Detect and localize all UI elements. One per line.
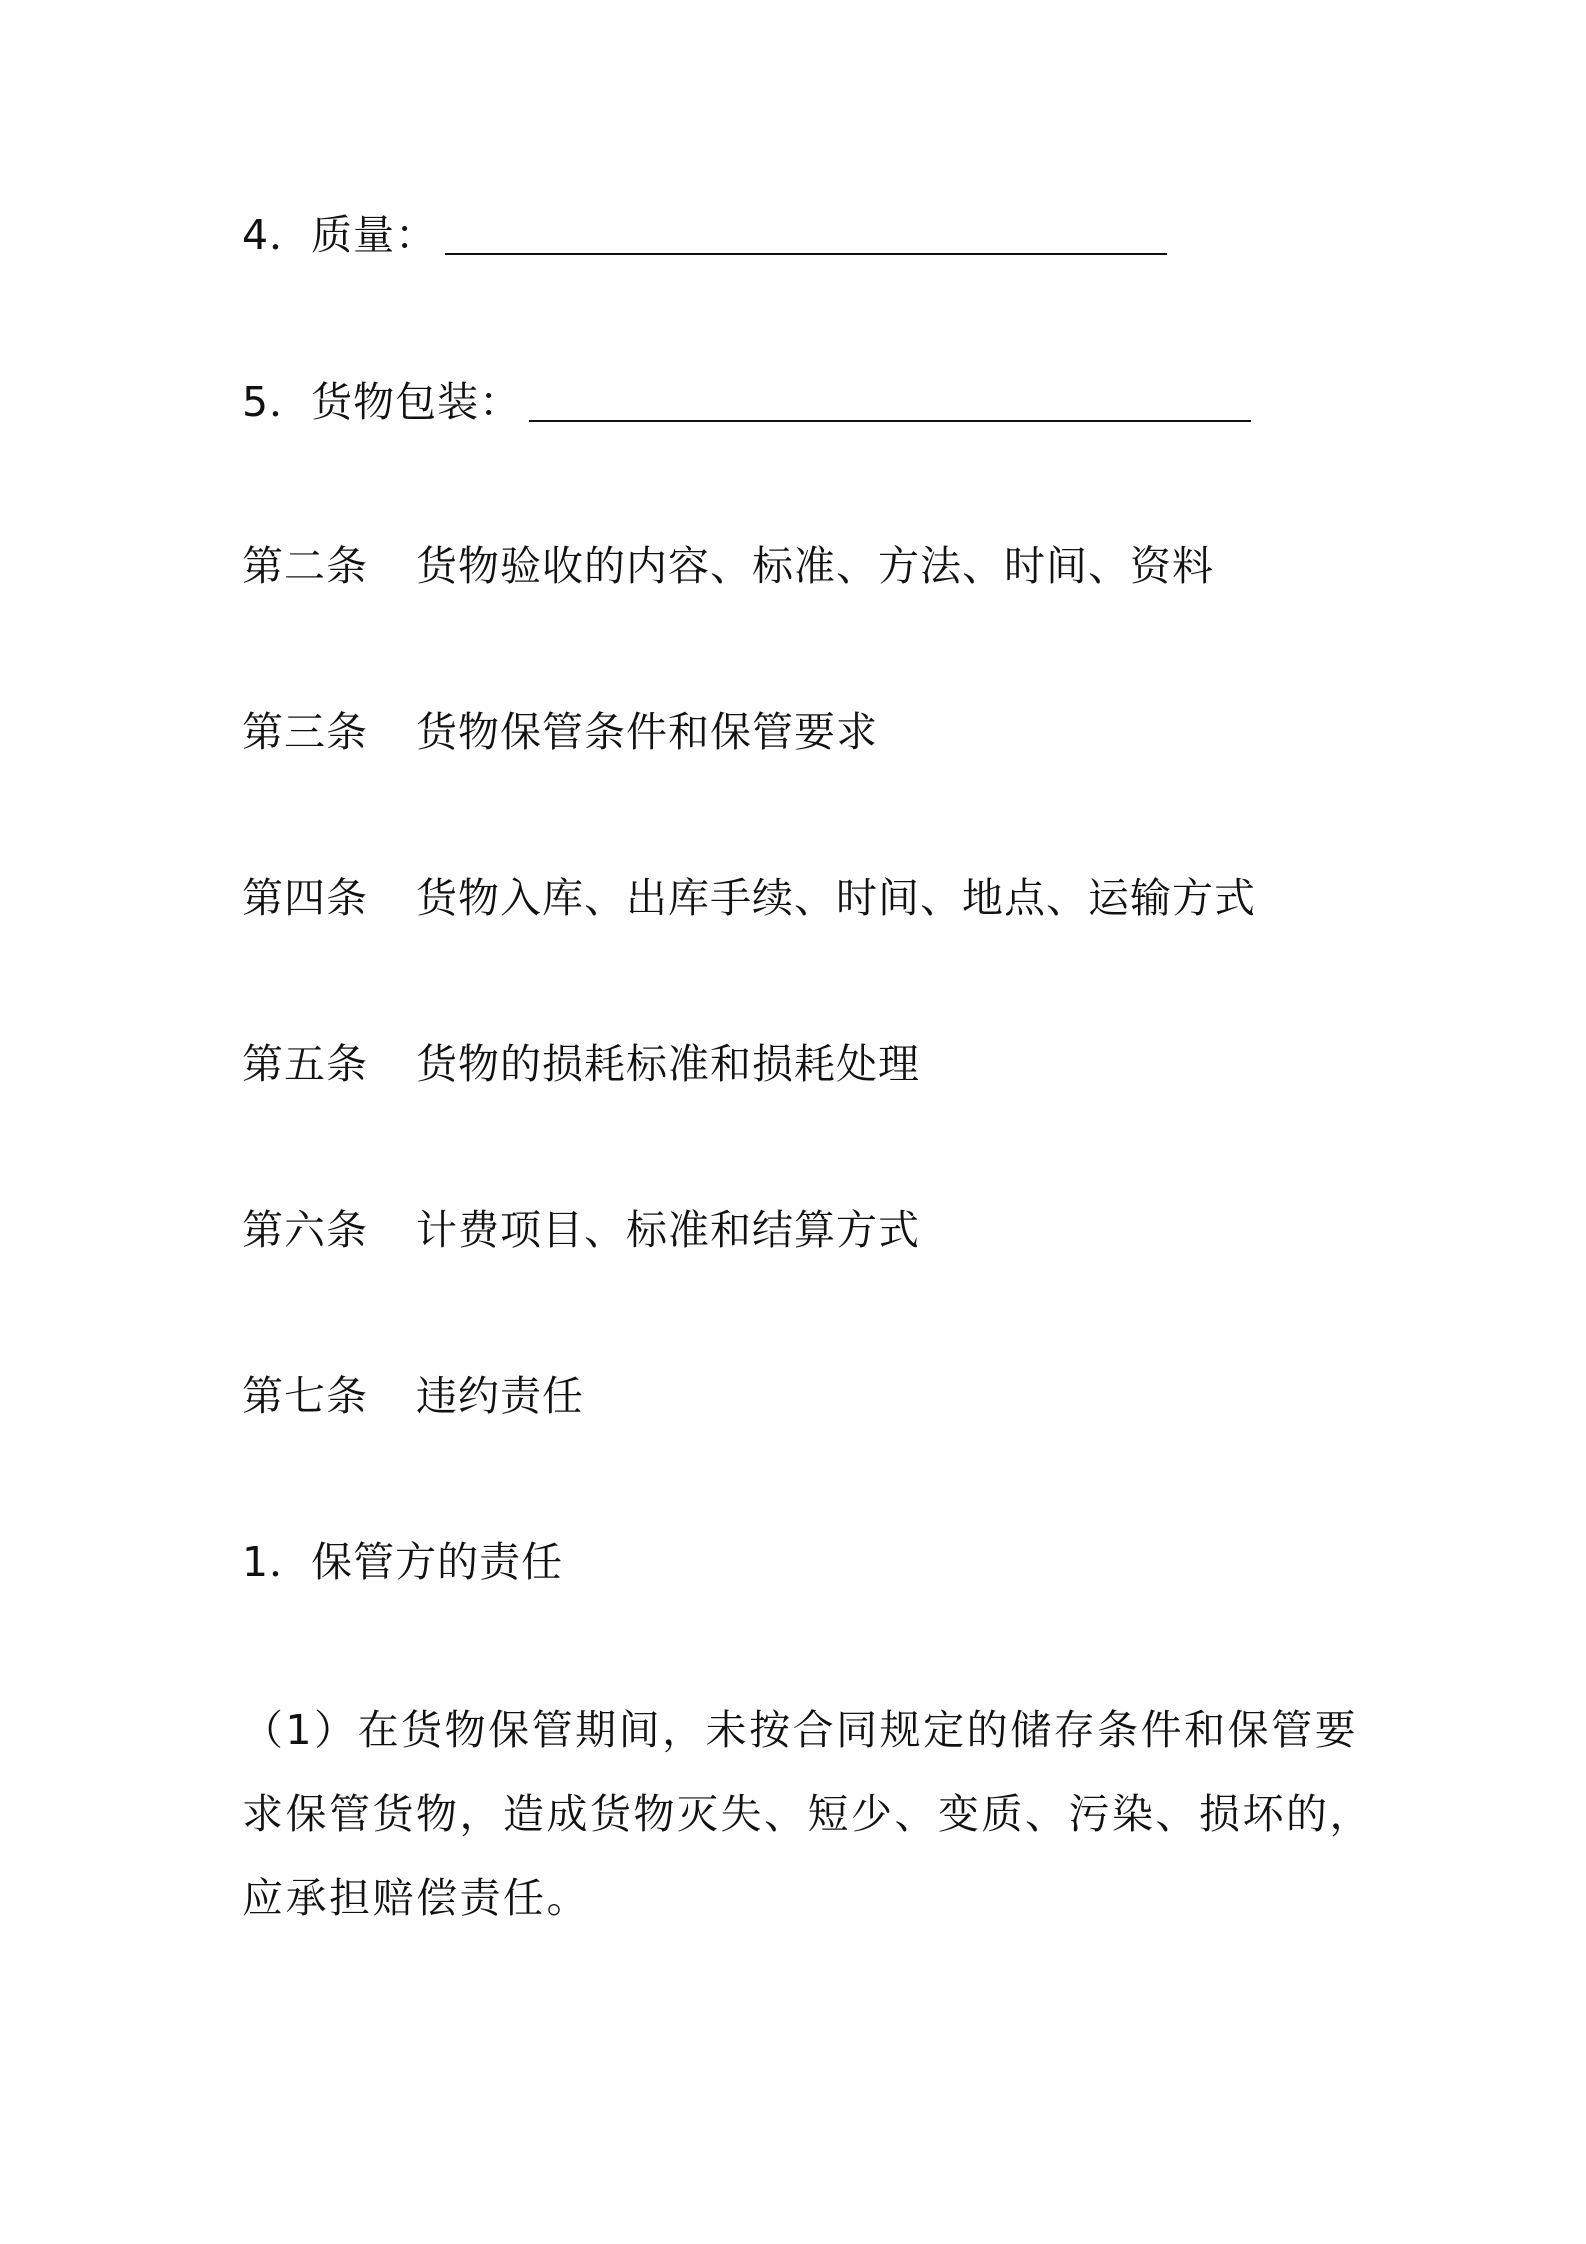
- article-title: 货物验收的内容、标准、方法、时间、资料: [416, 542, 1214, 590]
- subsection-heading: 1．保管方的责任: [242, 1538, 564, 1586]
- paragraph-line: （1）在货物保管期间，未按合同规定的储存条件和保管要: [242, 1706, 1359, 1754]
- item-quality: [242, 205, 1167, 265]
- article-number: 第五条: [242, 1040, 368, 1088]
- packaging-blank-line: [529, 386, 1251, 422]
- item-packaging-label: 5．货物包装：: [242, 378, 522, 426]
- article-title: 货物的损耗标准和损耗处理: [416, 1040, 920, 1088]
- quality-blank-line: [445, 219, 1167, 255]
- liability-paragraph: [242, 1688, 1372, 1940]
- paragraph-line: 求保管货物，造成货物灭失、短少、变质、污染、损坏的，: [242, 1790, 1373, 1838]
- article-title: 货物保管条件和保管要求: [416, 708, 878, 756]
- article-title: 违约责任: [416, 1372, 584, 1420]
- article-7: [242, 1366, 584, 1426]
- article-number: 第三条: [242, 708, 368, 756]
- article-6: [242, 1200, 920, 1260]
- article-title: 货物入库、出库手续、时间、地点、运输方式: [416, 874, 1256, 922]
- article-title: 计费项目、标准和结算方式: [416, 1206, 920, 1254]
- article-number: 第二条: [242, 542, 368, 590]
- paragraph-line: 应承担赔偿责任。: [242, 1874, 590, 1922]
- item-quality-label: 4．质量：: [242, 211, 438, 259]
- article-2: [242, 536, 1214, 596]
- article-number: 第六条: [242, 1206, 368, 1254]
- article-4: [242, 868, 1256, 928]
- item-packaging: [242, 372, 1251, 432]
- article-3: [242, 702, 878, 762]
- article-5: [242, 1034, 920, 1094]
- article-number: 第四条: [242, 874, 368, 922]
- article-number: 第七条: [242, 1372, 368, 1420]
